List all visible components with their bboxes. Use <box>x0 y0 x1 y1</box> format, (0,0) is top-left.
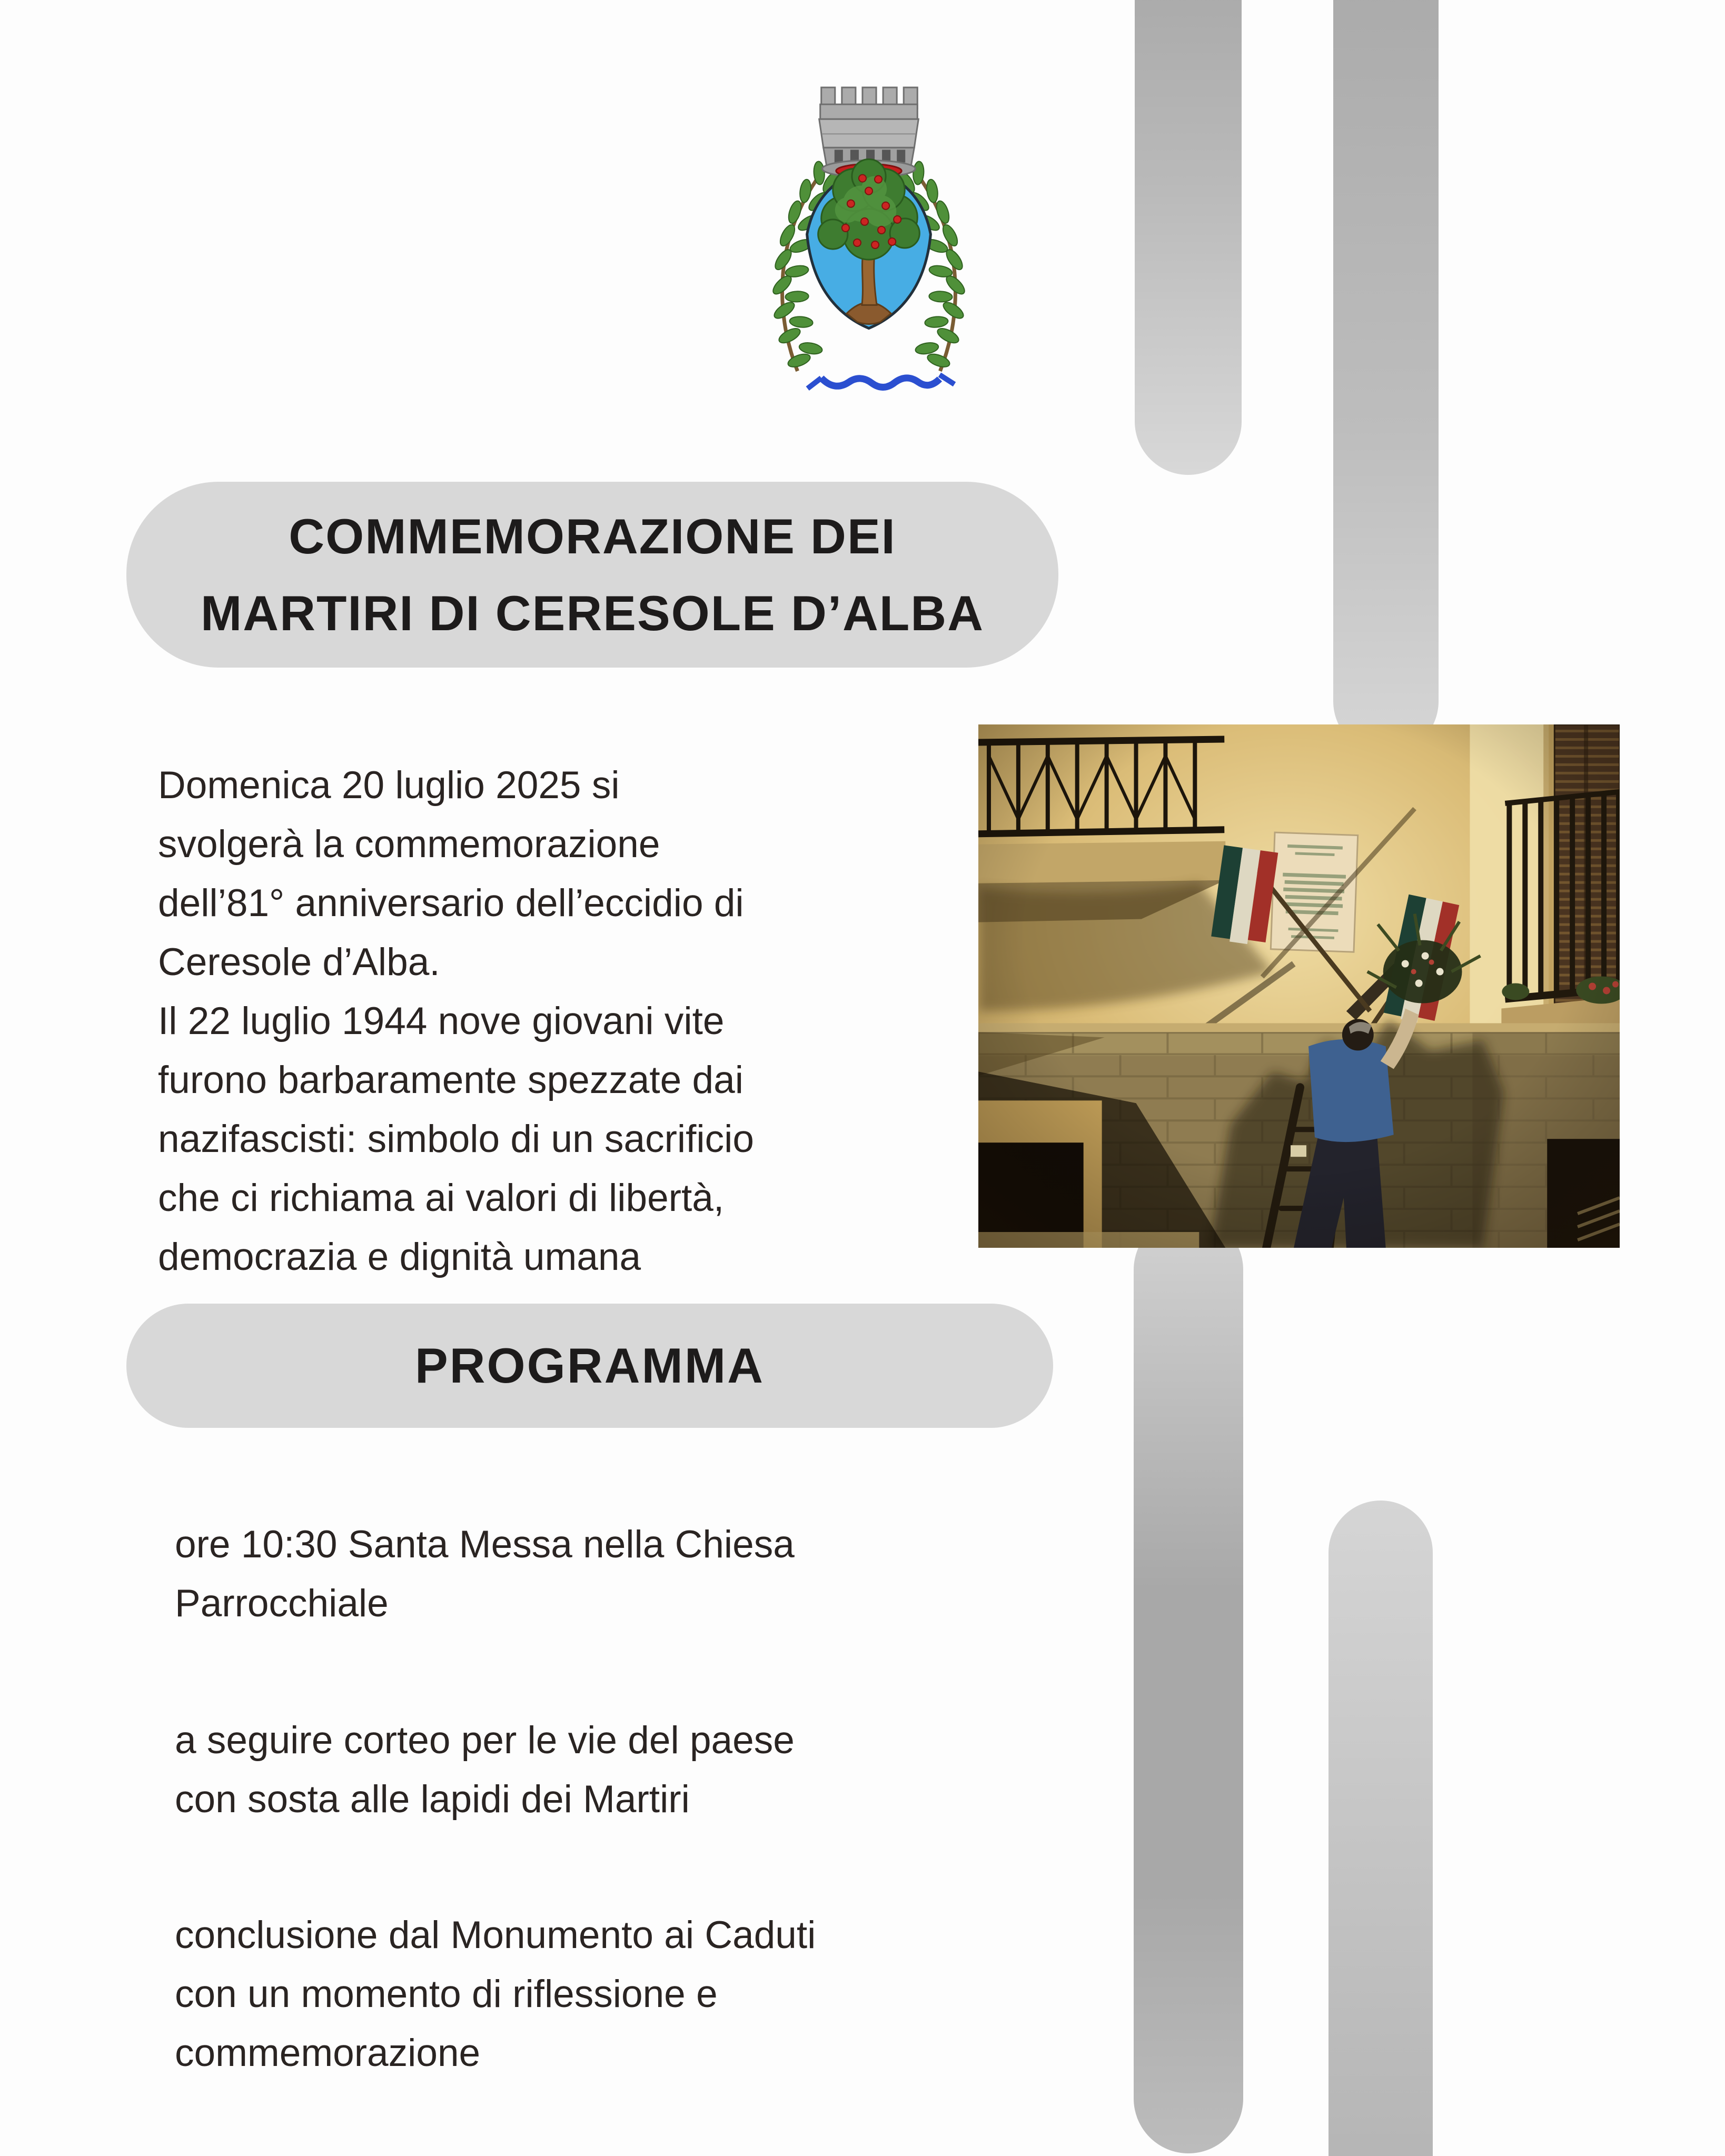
program-item-line: Parrocchiale <box>175 1582 389 1625</box>
title-banner <box>126 482 1058 668</box>
program-banner <box>126 1304 1053 1428</box>
intro-line: Il 22 luglio 1944 nove giovani vite <box>158 1000 725 1042</box>
title-line-2: MARTIRI DI CERESOLE D’ALBA <box>200 585 985 641</box>
intro-line: Ceresole d’Alba. <box>158 941 440 983</box>
intro-line: che ci richiama ai valori di libertà, <box>158 1177 725 1219</box>
program-item-line: commemorazione <box>175 2032 481 2074</box>
intro-text <box>158 756 1000 1287</box>
decor-bar-top-left <box>1135 0 1242 475</box>
program-item-line: con sosta alle lapidi dei Martiri <box>175 1778 690 1821</box>
program-item-line: con un momento di riflessione e <box>175 1973 718 2015</box>
program-item-line: ore 10:30 Santa Messa nella Chiesa <box>175 1523 795 1566</box>
program-item-line: a seguire corteo per le vie del paese <box>175 1719 795 1762</box>
intro-line: nazifascisti: simbolo di un sacrificio <box>158 1118 754 1160</box>
decor-bar-top-right <box>1333 0 1439 754</box>
intro-line: democrazia e dignità umana <box>158 1236 641 1278</box>
title-line-1: COMMEMORAZIONE DEI <box>289 508 896 564</box>
decor-bar-bottom-right <box>1329 1501 1433 2156</box>
program-item-corteo <box>175 1711 1070 1829</box>
program-item-line: conclusione dal Monumento ai Caduti <box>175 1914 816 1956</box>
intro-line: Domenica 20 luglio 2025 si <box>158 764 620 807</box>
program-item-messa <box>175 1515 1070 1633</box>
intro-line: svolgerà la commemorazione <box>158 823 660 866</box>
program-item-conclusione <box>175 1906 1070 2083</box>
program-heading: PROGRAMMA <box>414 1338 765 1393</box>
municipal-crest-icon <box>741 78 996 400</box>
event-photo <box>978 724 1620 1248</box>
intro-line: dell’81° anniversario dell’eccidio di <box>158 882 744 925</box>
intro-line: furono barbaramente spezzate dai <box>158 1059 743 1101</box>
decor-bar-bottom-left <box>1134 1215 1243 2153</box>
